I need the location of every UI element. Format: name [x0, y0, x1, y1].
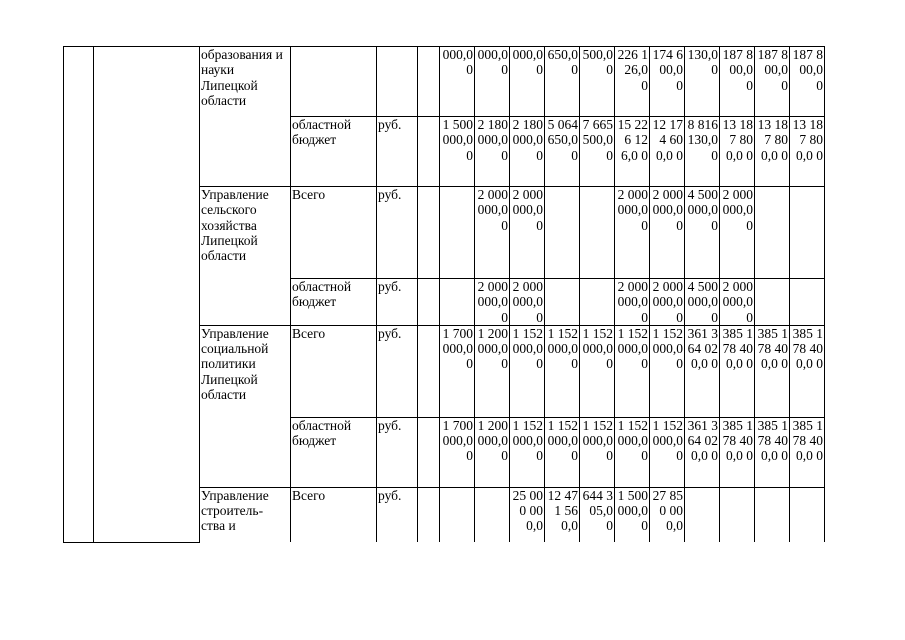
value-cell [440, 187, 475, 279]
value-cell: 385 178 400,0 0 [790, 417, 825, 487]
value-cell: 1 152 000,0 0 [650, 417, 685, 487]
unit-cell: руб. [377, 117, 418, 187]
value-cell: 1 200 000,0 0 [475, 417, 510, 487]
value-cell [475, 487, 510, 542]
organization-cell: Управление сельского хозяйства Липецкой области [200, 187, 291, 326]
funding-source-cell: областной бюджет [291, 417, 377, 487]
value-cell: 1 152 000,0 0 [510, 417, 545, 487]
value-cell: 25 000 000,0 [510, 487, 545, 542]
empty-cell [418, 117, 440, 187]
value-cell: 385 178 400,0 0 [720, 417, 755, 487]
unit-cell: руб. [377, 487, 418, 542]
value-cell [545, 279, 580, 326]
value-cell [755, 487, 790, 542]
program-name-cell [94, 47, 200, 543]
value-cell: 1 500 000,0 0 [615, 487, 650, 542]
value-cell [790, 487, 825, 542]
value-cell: 226 126,0 0 [615, 47, 650, 117]
value-cell [720, 487, 755, 542]
value-cell: 361 364 020,0 0 [685, 325, 720, 417]
value-cell: 385 178 400,0 0 [720, 325, 755, 417]
unit-cell: руб. [377, 279, 418, 326]
value-cell: 2 000 000,0 0 [650, 279, 685, 326]
value-cell: 650,0 0 [545, 47, 580, 117]
value-cell: 1 500 000,0 0 [440, 117, 475, 187]
value-cell: 2 000 000,0 0 [475, 279, 510, 326]
value-cell: 385 178 400,0 0 [755, 417, 790, 487]
empty-cell [418, 47, 440, 117]
value-cell: 2 000 000,0 0 [510, 279, 545, 326]
value-cell: 2 180 000,0 0 [510, 117, 545, 187]
organization-cell: Управление социальной политики Липецкой области [200, 325, 291, 487]
value-cell [440, 279, 475, 326]
value-cell: 7 665 500,0 0 [580, 117, 615, 187]
value-cell: 1 200 000,0 0 [475, 325, 510, 417]
unit-cell: руб. [377, 187, 418, 279]
funding-source-cell [291, 47, 377, 117]
value-cell: 1 152 000,0 0 [615, 417, 650, 487]
value-cell: 1 152 000,0 0 [545, 417, 580, 487]
value-cell: 1 152 000,0 0 [580, 417, 615, 487]
value-cell [755, 187, 790, 279]
value-cell: 15 226 126,0 0 [615, 117, 650, 187]
value-cell: 2 000 000,0 0 [720, 279, 755, 326]
table-row [64, 47, 825, 117]
value-cell: 27 850 000,0 [650, 487, 685, 542]
value-cell: 1 152 000,0 0 [580, 325, 615, 417]
budget-table [63, 46, 825, 543]
empty-cell [418, 279, 440, 326]
value-cell: 644 305,0 0 [580, 487, 615, 542]
unit-cell [377, 47, 418, 117]
value-cell: 000,0 0 [440, 47, 475, 117]
empty-cell [418, 187, 440, 279]
value-cell [580, 279, 615, 326]
value-cell: 000,0 0 [475, 47, 510, 117]
value-cell: 12 471 560,0 [545, 487, 580, 542]
empty-cell [418, 417, 440, 487]
unit-cell: руб. [377, 325, 418, 417]
value-cell: 13 187 800,0 0 [755, 117, 790, 187]
funding-source-cell: Всего [291, 325, 377, 417]
value-cell: 2 180 000,0 0 [475, 117, 510, 187]
value-cell: 385 178 400,0 0 [790, 325, 825, 417]
organization-cell: Управление строитель- ства и [200, 487, 291, 542]
value-cell: 174 600,0 0 [650, 47, 685, 117]
empty-cell [418, 325, 440, 417]
value-cell: 13 187 800,0 0 [720, 117, 755, 187]
value-cell: 12 174 600,0 0 [650, 117, 685, 187]
value-cell: 187 800,0 0 [720, 47, 755, 117]
value-cell: 4 500 000,0 0 [685, 187, 720, 279]
value-cell: 1 152 000,0 0 [510, 325, 545, 417]
value-cell [685, 487, 720, 542]
value-cell: 361 364 020,0 0 [685, 417, 720, 487]
value-cell: 2 000 000,0 0 [510, 187, 545, 279]
value-cell: 500,0 0 [580, 47, 615, 117]
value-cell: 1 700 000,0 0 [440, 417, 475, 487]
value-cell: 2 000 000,0 0 [615, 279, 650, 326]
value-cell: 2 000 000,0 0 [615, 187, 650, 279]
value-cell: 1 700 000,0 0 [440, 325, 475, 417]
value-cell [545, 187, 580, 279]
value-cell [755, 279, 790, 326]
value-cell: 5 064 650,0 0 [545, 117, 580, 187]
value-cell: 187 800,0 0 [755, 47, 790, 117]
value-cell: 2 000 000,0 0 [720, 187, 755, 279]
value-cell: 130,0 0 [685, 47, 720, 117]
value-cell [580, 187, 615, 279]
value-cell [790, 187, 825, 279]
value-cell: 2 000 000,0 0 [650, 187, 685, 279]
value-cell: 1 152 000,0 0 [615, 325, 650, 417]
value-cell [790, 279, 825, 326]
value-cell: 2 000 000,0 0 [475, 187, 510, 279]
value-cell: 1 152 000,0 0 [545, 325, 580, 417]
funding-source-cell: Всего [291, 187, 377, 279]
value-cell: 4 500 000,0 0 [685, 279, 720, 326]
funding-source-cell: областной бюджет [291, 117, 377, 187]
value-cell: 1 152 000,0 0 [650, 325, 685, 417]
value-cell: 000,0 0 [510, 47, 545, 117]
value-cell: 13 187 800,0 0 [790, 117, 825, 187]
unit-cell: руб. [377, 417, 418, 487]
organization-cell: образования и науки Липецкой области [200, 47, 291, 187]
value-cell: 8 816 130,0 0 [685, 117, 720, 187]
empty-cell [418, 487, 440, 542]
value-cell: 385 178 400,0 0 [755, 325, 790, 417]
funding-source-cell: Всего [291, 487, 377, 542]
value-cell: 187 800,0 0 [790, 47, 825, 117]
row-number-cell [64, 47, 94, 543]
funding-source-cell: областной бюджет [291, 279, 377, 326]
value-cell [440, 487, 475, 542]
